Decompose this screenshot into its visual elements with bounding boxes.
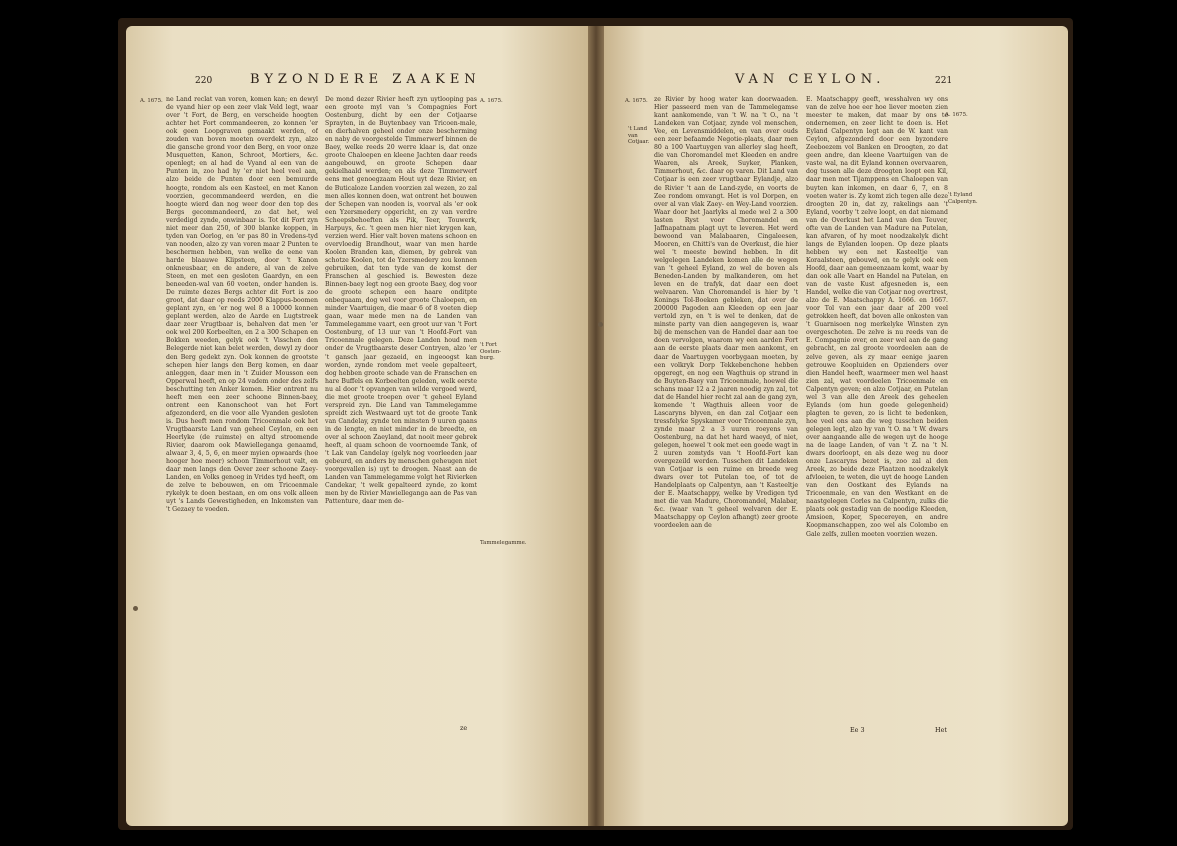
- left-year-marker: A. 1675.: [140, 98, 163, 104]
- left-margin-note-2: 't Fort Oosten-burg.: [480, 342, 502, 362]
- right-year-marker-left: A. 1675.: [625, 98, 648, 104]
- left-page-number: 220: [195, 76, 213, 86]
- right-catchword: Het: [935, 726, 947, 734]
- binding-hole: [133, 606, 138, 611]
- left-column-1: ne Land reclat van voren, komen kan; en dewyl de vyand hier op een zeer vlak Veld legt, waar over 't Fort, de Berg, en verscheide hoogten achter het Fort commandeeren, zo konnen 'er ook geen Loopgraven gemaakt werden, of zouden van boven moeten overdekt zyn, alzo die gansche grond voor den Berg, en voor onze Musquetten, Kanon, Schroot, Mortiers, &c. openlegt; en al had de Vyand al een van de Punten in, zoo had hy 'er niet heel veel aan, alzo beide de Punten door een bemuurde hoogte, rondom als een Kasteel, en met Kanon voorzien, gecommandeerd werden, en die hoogte wierd dan nog weer door den top des Bergs gecommandeerd, zo dat het, wel verdedigd zynde, onwinbaar is. Tot dit Fort zyn niet meer dan 250, of 300 blanke koppen, in tyden van Oorlog, en 'er pas 80 in Vredens-tyd van nooden, alzo zy van voren maar 2 Punten te beschermen hebben, van welke de eene van harde blaauwe Klipsteen, door 't Kanon onkneusbaar, en de andere, al van de zelve Steen, en met een gesloten Gaardyn, en een beneeden-wal van 60 voeten, onder handen is. De ruimte dezes Bergs achter dit Fort is zoo groot, dat daar op reeds 2000 Klappus-boomen geplant zyn, en 'er nog wel 8 a 10000 konnen geplant werden, alzo de Aarde en Lugtstreek daar zeer Vrugtbaar is, behalven dat men 'er ook wel 200 Korbeelten, en 2 a 300 Schapen en Bokken weeden, gelyk ook 't Visschen den Belegerde niet kan belet werden, dewyl zy door den Berg gedekt zyn. Ook konnen de grootste schepen hier langs den Berg komen, en daar anleggen, daar men in 't Zuider Mousson een Opperwal heeft, en op 24 vadem onder des zelfs beschutting ten Anker komen. Hier ontrent nu heeft men een zeer schoone Binnen-baey, ontrent een Kanonschoot van het Fort afgezonderd, en die voor alle Vyanden gesloten is. Dus heeft men rondom Tricoenmale ook het Vrugtbaarste Land van geheel Ceylon, en een Heerlyke (de ruimste) en altyd stroomende Rivier, daarom ook Mawielleganga genaamd, alwaar 3, 4, 5, 6, en meer myien opwaards (hoe hooger hoe meer) schoon Timmerhout valt, en daar men langs den Oever zeer schoone Zaey-Landen, en Volks genoeg in Vrides tyd heeft, om de zelve te bebouwen, en om Tricoenmale rykelyk te doen bestaan, en om ons volk alleen uyt 's Lands Gewestigheden, en Inkomsten van 't Gezaey te voeden.: [166, 96, 318, 514]
- signature-mark: Ee 3: [850, 726, 865, 734]
- right-year-marker-right: A. 1675.: [945, 112, 968, 118]
- left-column-2: De mond dezer Rivier heeft zyn uytlooping pas een groote myl van 's Compagnies Fort Oostenburg, dicht by een der Cotjaarse Sprayten, in de Buytenbaey van Tricoen-male, en dierhalven geheel onder onze bescherming en naby de voorgestelde Timmerwerf binnen de Baey, welke reeds 20 werre klaar is, dat onze groote Chaloepen en kleene Jachten daar reeds aangebouwd, en groote Schepen daar gekielhaald werden; en als deze Timmerwerf eens met genoegzaam Hout uyt deze Rivier, en de Buticaloze Landen voorzien zal wezen, zo zal men alles konnen doen, wat ontrent het bouwen der Schepen van nooden is, voorval als 'er ook een Yzersmedery opgericht, en zy van verdre Scheepsbehoeften als Pik, Teer, Touwerk, Harpuys, &c. 't geen men hier niet krygen kan, verzien werd. Hier valt boven matens schoon en overvloedig Brandhout, waar van men harde Koolen Branden kan, diemen, by gebrek van schotze Koolen, tot de Yzersmedery zou konnen gebruiken, dat ten tyde van de komst der Franschen al geschied is. Bewesten deze Binnen-baey legt nog een groote Baey, dog voor de groote schepen een haare onditpte onbequaam, dog wel voor groote Chaloepen, en minder Vaartuigen, die maar 6 of 8 voeten diep gaan, waar mede men na de Landen van Tammelegamme vaart, een groot uur van 't Fort Oostenburg, of 13 uur van 't Hoofd-Fort van Tricoenmale gelegen. Deze Landen houd men onder de Vrugtbaarste deser Contryen, alzo 'er 't gansch jaar gezaeid, en ingeoogst kan worden, zynde rondom met veele gepalteert, dog hebben groote schade van de Franschen en hare Buffels en Korbeelten geleden, welk eerste nu al door 't opvangen van wilde vergoed werd, die met groote troepen over 't geheel Eyland verspreid zyn. Die Land van Tammelegamme spreidt zich Westwaard uyt tot de groote Tank van Candelay, zynde ten minsten 9 uuren gaans in de lengte, en niet minder in de breedte, en over al schoon Zaeyland, dat nooit meer gebrek heeft, al quam schoon de voornoemde Tank, of 't Lak van Candelay (gelyk nog voorleeden jaar gebeurd, en anders by menschen geheugen niet voorgevallen is) uyt te droogen. Naast aan de Landen van Tammelegamme volgt het Rivierken Candekar, 't welk gepalteerd zynde, zo komt men by de Rivier Mawielleganga aan de Pas van Pattenture, daar men de-: [325, 96, 477, 506]
- left-catchword: ze: [460, 724, 468, 732]
- right-column-1: ze Rivier by hoog water kan doorwaaden. Hier passeerd men van de Tammelegamse kant aankomende, van 't W. na 't O., na 't Landeken van Cotjaar, zynde vol menschen, Vee, en Levensmiddelen, en van over ouds een zeer befaamde Negotie-plaats, daar men 80 a 100 Vaartuygen van allerley slag heeft, die van Choromandel met Kleeden en andre Waaren, als Areek, Suyker, Planken, Timmerhout, &c. daar op varen. Dit Land van Cotjaar is een zeer vrugtbaar Eylandje, alzo de Rivier 't aan de Land-zyde, en voorts de Zee rondom omvangt. Het is vol Dorpen, en over al van vlak Zaey- en Wey-Land voorzien. Waar door het Jaarlyks al mede wel 2 a 300 lasten Ryst voor Choromandel en Jaffnapatnam plagt uyt te leveren. Het werd bewoond van Malabaaren, Cingaleesen, Mooren, en Chitti's van de Overkust, die hier wel 't meeste bewind hebben. In dit welgelegen Landeken komen alle de wegen van 't geheel Eyland, zo wel de boven als Beneden-Landen by malkanderen, om het leven en de trafyk, dat daar een doet welvaaren. Van Choromandel is hier by 't Konings Tol-Boeken gebleken, dat over de 200000 Pagoden aan Kleeden op een jaar vertold zyn, en 't is wel te denken, dat de minste party van dien aangegeven is, waar bij de menschen van de Handel daar aan toe doen vervolgen, waarom wy een aarden Fort aan de eerste plaats daar men aankomt, en daar de Vaartuygen voorbygaan moeten, by een volkryk Dorp Tekkebenchone hebben opgeregt, en nog een Wagthuis op strand in de Buyten-Baey van Tricoenmale, hoewel die schans maar 12 a 2 jaaren noodig zyn zal, tot dat de Handel hier recht zal aan de gang zyn, komende 't Wagthuis alleen voor de Lascaryns blyven, en dan zal Cotjaar een tressfelyke Spyskamer voor Tricoenmale zyn, zynde maar 2 a 3 uuren roeyens van Oostenburg, na dat het hard waeyd, of niet, gelegen, hoewel 't ook met een goede wagt in 2 uuren zomtyds van 't Hoofd-Fort kan overgezeild werden. Tusschen dit Landeken van Cotjaar is een ruime en breede weg dwars over tot Putelan toe, of tot de Handelplaats op Calpentyn, aan 't Kasteeltje der E. Maatschappy, welke by Vredigen tyd met die van Madure, Choromandel, Malabar, &c. (waar van 't geheel welvaren der E. Maatschappy op Ceylon afhangt) zeer groote voordeelen aan de: [654, 96, 798, 530]
- left-margin-note-1: A. 1675.: [480, 98, 503, 104]
- right-running-head: VAN CEYLON.: [735, 72, 886, 87]
- left-margin-note-3: Tammelegamme.: [480, 540, 527, 546]
- right-column-2: E. Maatschappy geeft, wesshalven wy ons van de zelve hoe eer hoe liever moeten zien meester te maken, dat maar by ons te ondernemen, en zeer licht te doen is. Het Eyland Calpentyn legt aan de W. kant van Ceylon, afgezonderd door een byzondere Zeeboezem vol Banken en Droogten, zo dat geen andre, dan kleene Vaartuigen van de vaste wal, na dit Eyland konnen overvaaren, dog tussen alle deze droogten loopt een Kil, daar men met Tijamppens en Chaloepen van buyten kan inkomen, en daar 6, 7, en 8 voeten water is. Zy komt zich tegen alle deze droogten 20 in, dat zy, rakelings aan 't Eyland, voorby 't zelve loopt, en dat niemand van de Overkust het Land van den Teuver, ofte van de Landen van Madure na Putelan, kan afvaren, of hy moet noodzakelyk dicht langs de Eylanden loopen. Op deze plaats hebben wy een net Kasteeltje van Koraalsteen, gebouwd, en te gelyk ook een Hoofd, daar aan gemeenzaam komt, waar by dan ook alle Vaart en Handel na Putelan, en van de vaste Kust afgesneden is, een Handel, welke die van Cotjaar nog overtrest, alzo de E. Maatschappy A. 1666. en 1667. voor Tol van een jaar daar af 200 veel getrokken heeft, dat boven alle onkosten van 't Guarnisoen nog merkelyke Winsten zyn overgeschoten. De zelve is nu reeds van de E. Compagnie over, en zeer wel aan de gang gebracht, en zal groote voordeelen aan de zelve geven, als zy maar eenige jaaren getrouwe Koopluiden en Opzienders over dien Handel heeft, waarmeer men wel haast zien zal, wat voordeelen Tricoenmale en Calpentyn geven; en alzo Cotjaar, en Putelan wel 3 van alle den Areek des geheelen Eylands (om hun goede gelegenheid) plagten te geven, zo is licht te bedenken, hoe veel ons aan die weg tusschen beiden gelegen legt, alzo hy van 't O. na 't W. dwars over aangaande alle de wegen uyt de hooge na de laage Landen, of van 't Z. na 't N. dwars doorloopt, en als deze weg nu door onze Lascaryns bezet is, zoo zal al den Areek, zo beide deze Plaatzen noodzakelyk afvloeien, te weten, die uyt de hooge Landen van den Oostkant des Eylands na Tricoenmale, en van den Westkant en de naastgelegen Corles na Calpentyn, zulks die plaats ook gestadig van de noodige Kleeden, Amsioen, Koper, Specereyen, en andre Koopmanschappen, zoo wel als Colombo en Gale zelfs, zullen moeten voorzien wezen.: [806, 96, 948, 538]
- binding-hole-right: [598, 322, 603, 327]
- right-margin-note-2: 't Eyland Calpentyn.: [948, 192, 978, 205]
- book-gutter: [588, 26, 604, 826]
- left-running-head: BYZONDERE ZAAKEN: [250, 72, 481, 87]
- right-margin-note-1: 't Land van Cotjaar.: [628, 126, 650, 146]
- right-page-number: 221: [935, 76, 953, 86]
